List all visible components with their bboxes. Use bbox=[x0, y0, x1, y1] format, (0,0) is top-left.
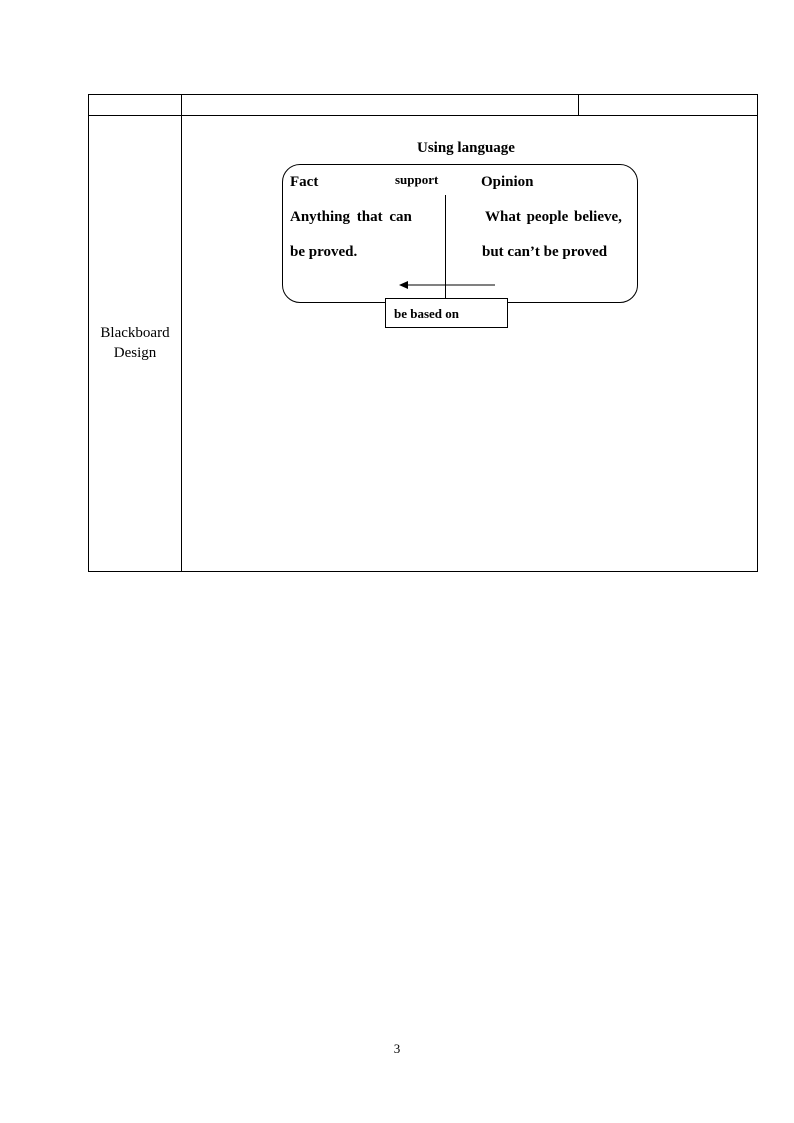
row-label-blackboard-design: Blackboard Design bbox=[100, 325, 170, 361]
fact-definition-line-1: Anything that can bbox=[290, 209, 412, 225]
opinion-definition-line-2: but can’t be proved bbox=[482, 244, 608, 260]
header-cell-divider bbox=[578, 95, 579, 116]
left-arrow-icon bbox=[398, 279, 498, 291]
lesson-plan-table bbox=[88, 94, 758, 572]
page-number: 3 bbox=[393, 1041, 401, 1056]
fact-definition-line-2: be proved. bbox=[290, 244, 358, 260]
opinion-title: Opinion bbox=[481, 174, 534, 190]
opinion-definition-line-1: What people believe, bbox=[485, 209, 622, 225]
fact-title: Fact bbox=[290, 174, 319, 190]
diagram-heading: Using language bbox=[417, 140, 515, 156]
based-on-box: be based on bbox=[385, 298, 508, 328]
support-label: support bbox=[395, 172, 439, 187]
blackboard-design-cell bbox=[182, 116, 757, 571]
